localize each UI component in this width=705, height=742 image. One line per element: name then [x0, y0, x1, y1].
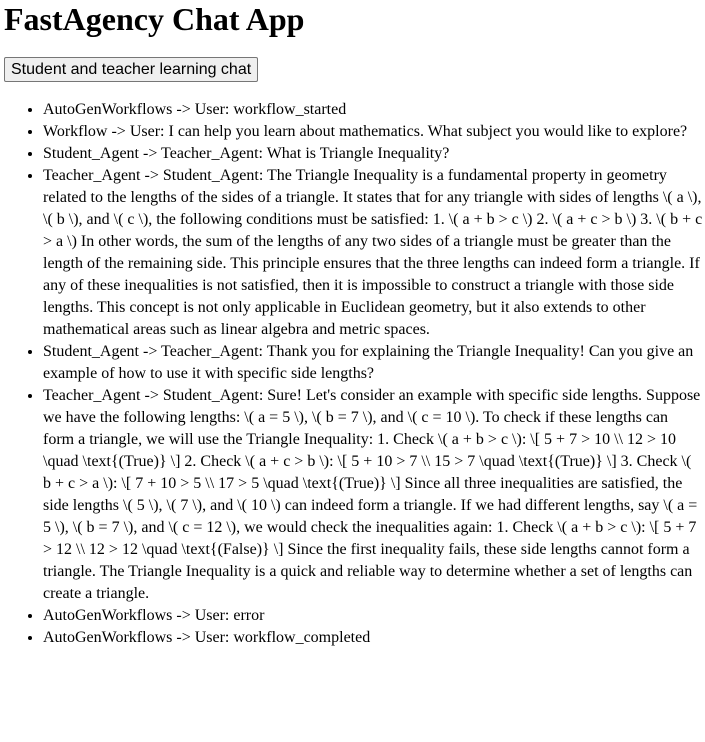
message-item: • AutoGenWorkflows -> User: workflow_completed [43, 627, 703, 649]
message-item: • Student_Agent -> Teacher_Agent: Thank you for explaining the Triangle Inequality! Can you give an example of how to use it with specific side lengths? [43, 341, 703, 385]
page-title: FastAgency Chat App [4, 1, 305, 37]
message-item: • Student_Agent -> Teacher_Agent: What is Triangle Inequality? [43, 143, 703, 165]
message-item: • AutoGenWorkflows -> User: error [43, 605, 703, 627]
message-item: • Teacher_Agent -> Student_Agent: Sure! Let's consider an example with specific side lengths. Suppose we have the following lengths: \( a = 5 \), \( b = 7 \), and \( c = 10 \). To check if these lengths can form a triangle, we will use the Triangle Inequality: 1. Check \( a + b > c \): \[ 5 + 7 > 10 \\ 12 > 10 \quad \text{(True)} \] 2. Check \( a + c > b \): \[ 5 + 10 > 7 \\ 15 > 7 \quad \text{(True)} \] 3. Check \( b + c > a \): \[ 7 + 10 > 5 \\ 17 > 5 \quad \text{(True)} \] Since all three inequalities are satisfied, the side lengths \( 5 \), \( 7 \), and \( 10 \) can indeed form a triangle. If we had different lengths, say \( a = 5 \), \( b = 7 \), and \( c = 12 \), we would check the inequalities again: 1. Check \( a + b > c \): \[ 5 + 7 > 12 \\ 12 > 12 \quad \text{(False)} \] Since the first inequality fails, these side lengths cannot form a triangle. The Triangle Inequality is a quick and reliable way to determine whether a set of lengths can create a triangle. [43, 385, 703, 605]
message-item: • Workflow -> User: I can help you learn about mathematics. What subject you would like to explore? [43, 121, 703, 143]
message-list [4, 99, 705, 649]
message-item: • Teacher_Agent -> Student_Agent: The Triangle Inequality is a fundamental property in geometry related to the lengths of the sides of a triangle. It states that for any triangle with sides of lengths \( a \), \( b \), and \( c \), the following conditions must be satisfied: 1. \( a + b > c \) 2. \( a + c > b \) 3. \( b + c > a \) In other words, the sum of the lengths of any two sides of a triangle must be greater than the length of the remaining side. This principle ensures that the three lengths can indeed form a triangle. If any of these inequalities is not satisfied, then it is impossible to construct a triangle with those side lengths. This concept is not only applicable in Euclidean geometry, but it also extends to other mathematical areas such as linear algebra and metric spaces. [43, 165, 703, 341]
start-workflow-button[interactable]: Student and teacher learning chat [4, 57, 258, 82]
message-item: • AutoGenWorkflows -> User: workflow_started [43, 99, 703, 121]
